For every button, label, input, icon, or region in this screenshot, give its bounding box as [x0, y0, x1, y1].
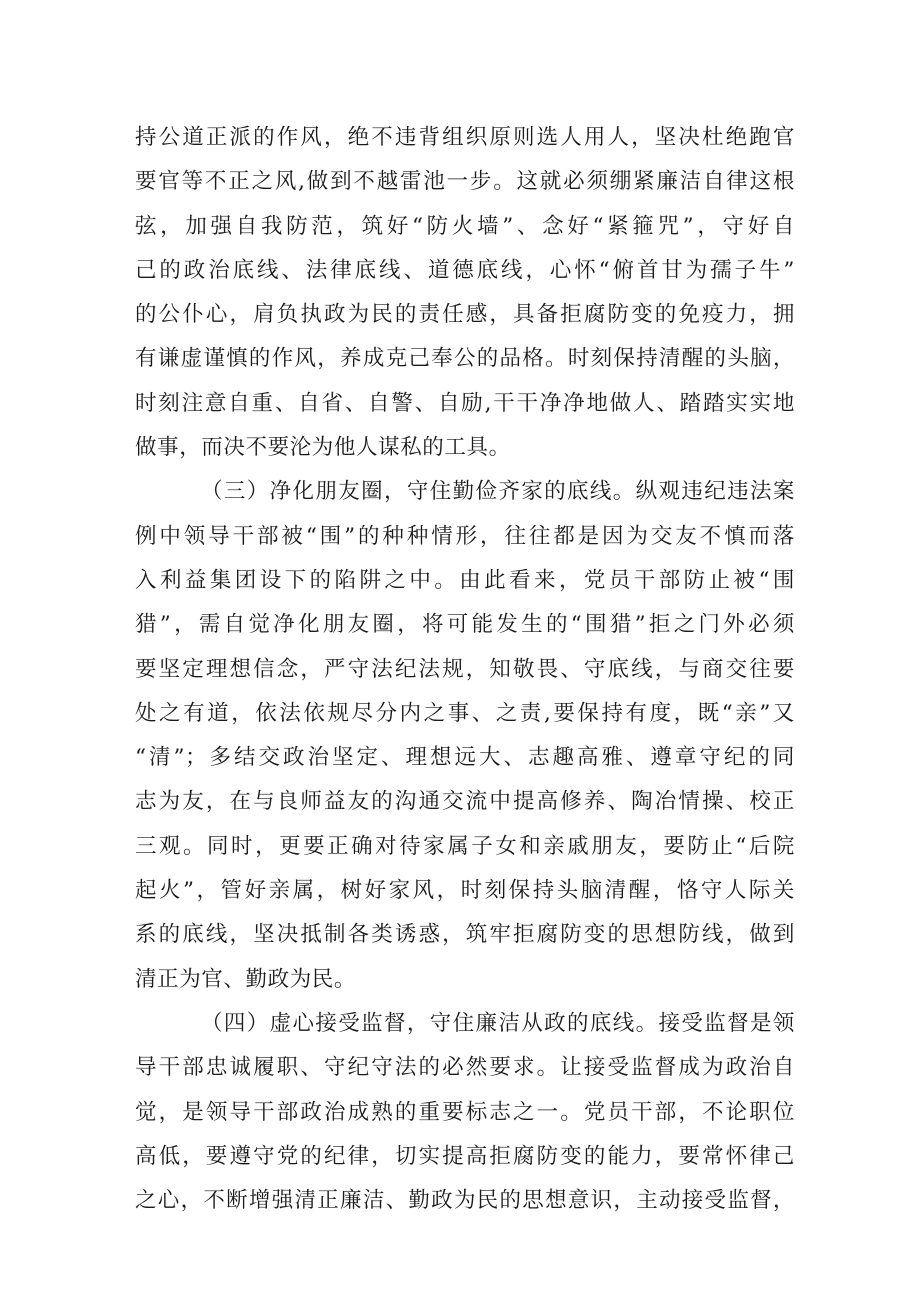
text-line: 起火”，管好亲属，树好家风，时刻保持头脑清醒，恪守人际关 [135, 878, 795, 904]
section-heading-line: （三）净化朋友圈，守住勤俭齐家的底线。纵观违纪违法案 [201, 479, 795, 505]
body-text [135, 116, 795, 1223]
paragraph-continuation [135, 116, 795, 470]
text-line: 入利益集团设下的陷阱之中。由此看来，党员干部防止被“围 [135, 567, 795, 593]
text-line: 要官等不正之风,做到不越雷池一步。这就必须绷紧廉洁自律这根 [135, 169, 795, 195]
text-line: 时刻注意自重、自省、自警、自励,干干净净地做人、踏踏实实地 [135, 390, 795, 416]
text-line: 导干部忠诚履职、守纪守法的必然要求。让接受监督成为政治自 [135, 1055, 795, 1081]
text-line: 例中领导干部被“围”的种种情形，往往都是因为交友不慎而落 [135, 523, 795, 549]
text-line: 要坚定理想信念，严守法纪法规，知敬畏、守底线，与商交往要 [135, 656, 795, 682]
paragraph-section-4 [135, 1002, 795, 1223]
text-line: 持公道正派的作风，绝不违背组织原则选人用人，坚决杜绝跑官 [135, 125, 795, 150]
text-line: 弦，加强自我防范，筑好“防火墙”、念好“紧箍咒”，守好自 [135, 213, 795, 239]
text-line: 觉，是领导干部政治成熟的重要标志之一。党员干部，不论职位 [135, 1099, 795, 1125]
text-line: 有谦虚谨慎的作风，养成克己奉公的品格。时刻保持清醒的头脑， [135, 346, 795, 372]
text-line: 猎”，需自觉净化朋友圈，将可能发生的“围猎”拒之门外必须 [135, 612, 795, 638]
text-line: 处之有道，依法依规尽分内之事、之责,要保持有度，既“亲”又 [135, 700, 795, 726]
text-line: 之心，不断增强清正廉洁、勤政为民的思想意识，主动接受监督， [135, 1188, 795, 1214]
text-line: 三观。同时，更要正确对待家属子女和亲戚朋友，要防止“后院 [135, 833, 795, 859]
text-line: 己的政治底线、法律底线、道德底线，心怀“俯首甘为孺子牛” [135, 257, 795, 283]
text-line: 的公仆心，肩负执政为民的责任感，具备拒腐防变的免疫力，拥 [135, 302, 795, 328]
paragraph-section-3 [135, 470, 795, 1002]
text-line: 系的底线，坚决抵制各类诱惑，筑牢拒腐防变的思想防线，做到 [135, 922, 795, 948]
text-line: 志为友，在与良师益友的沟通交流中提高修养、陶冶情操、校正 [135, 789, 795, 815]
text-line: “清”；多结交政治坚定、理想远大、志趣高雅、遵章守纪的同 [135, 745, 795, 771]
section-heading-line: （四）虚心接受监督，守住廉洁从政的底线。接受监督是领 [201, 1010, 795, 1036]
text-line: 高低，要遵守党的纪律，切实提高拒腐防变的能力，要常怀律己 [135, 1143, 795, 1169]
text-line: 清正为官、勤政为民。 [135, 966, 357, 992]
text-line: 做事，而决不要沦为他人谋私的工具。 [135, 435, 511, 461]
